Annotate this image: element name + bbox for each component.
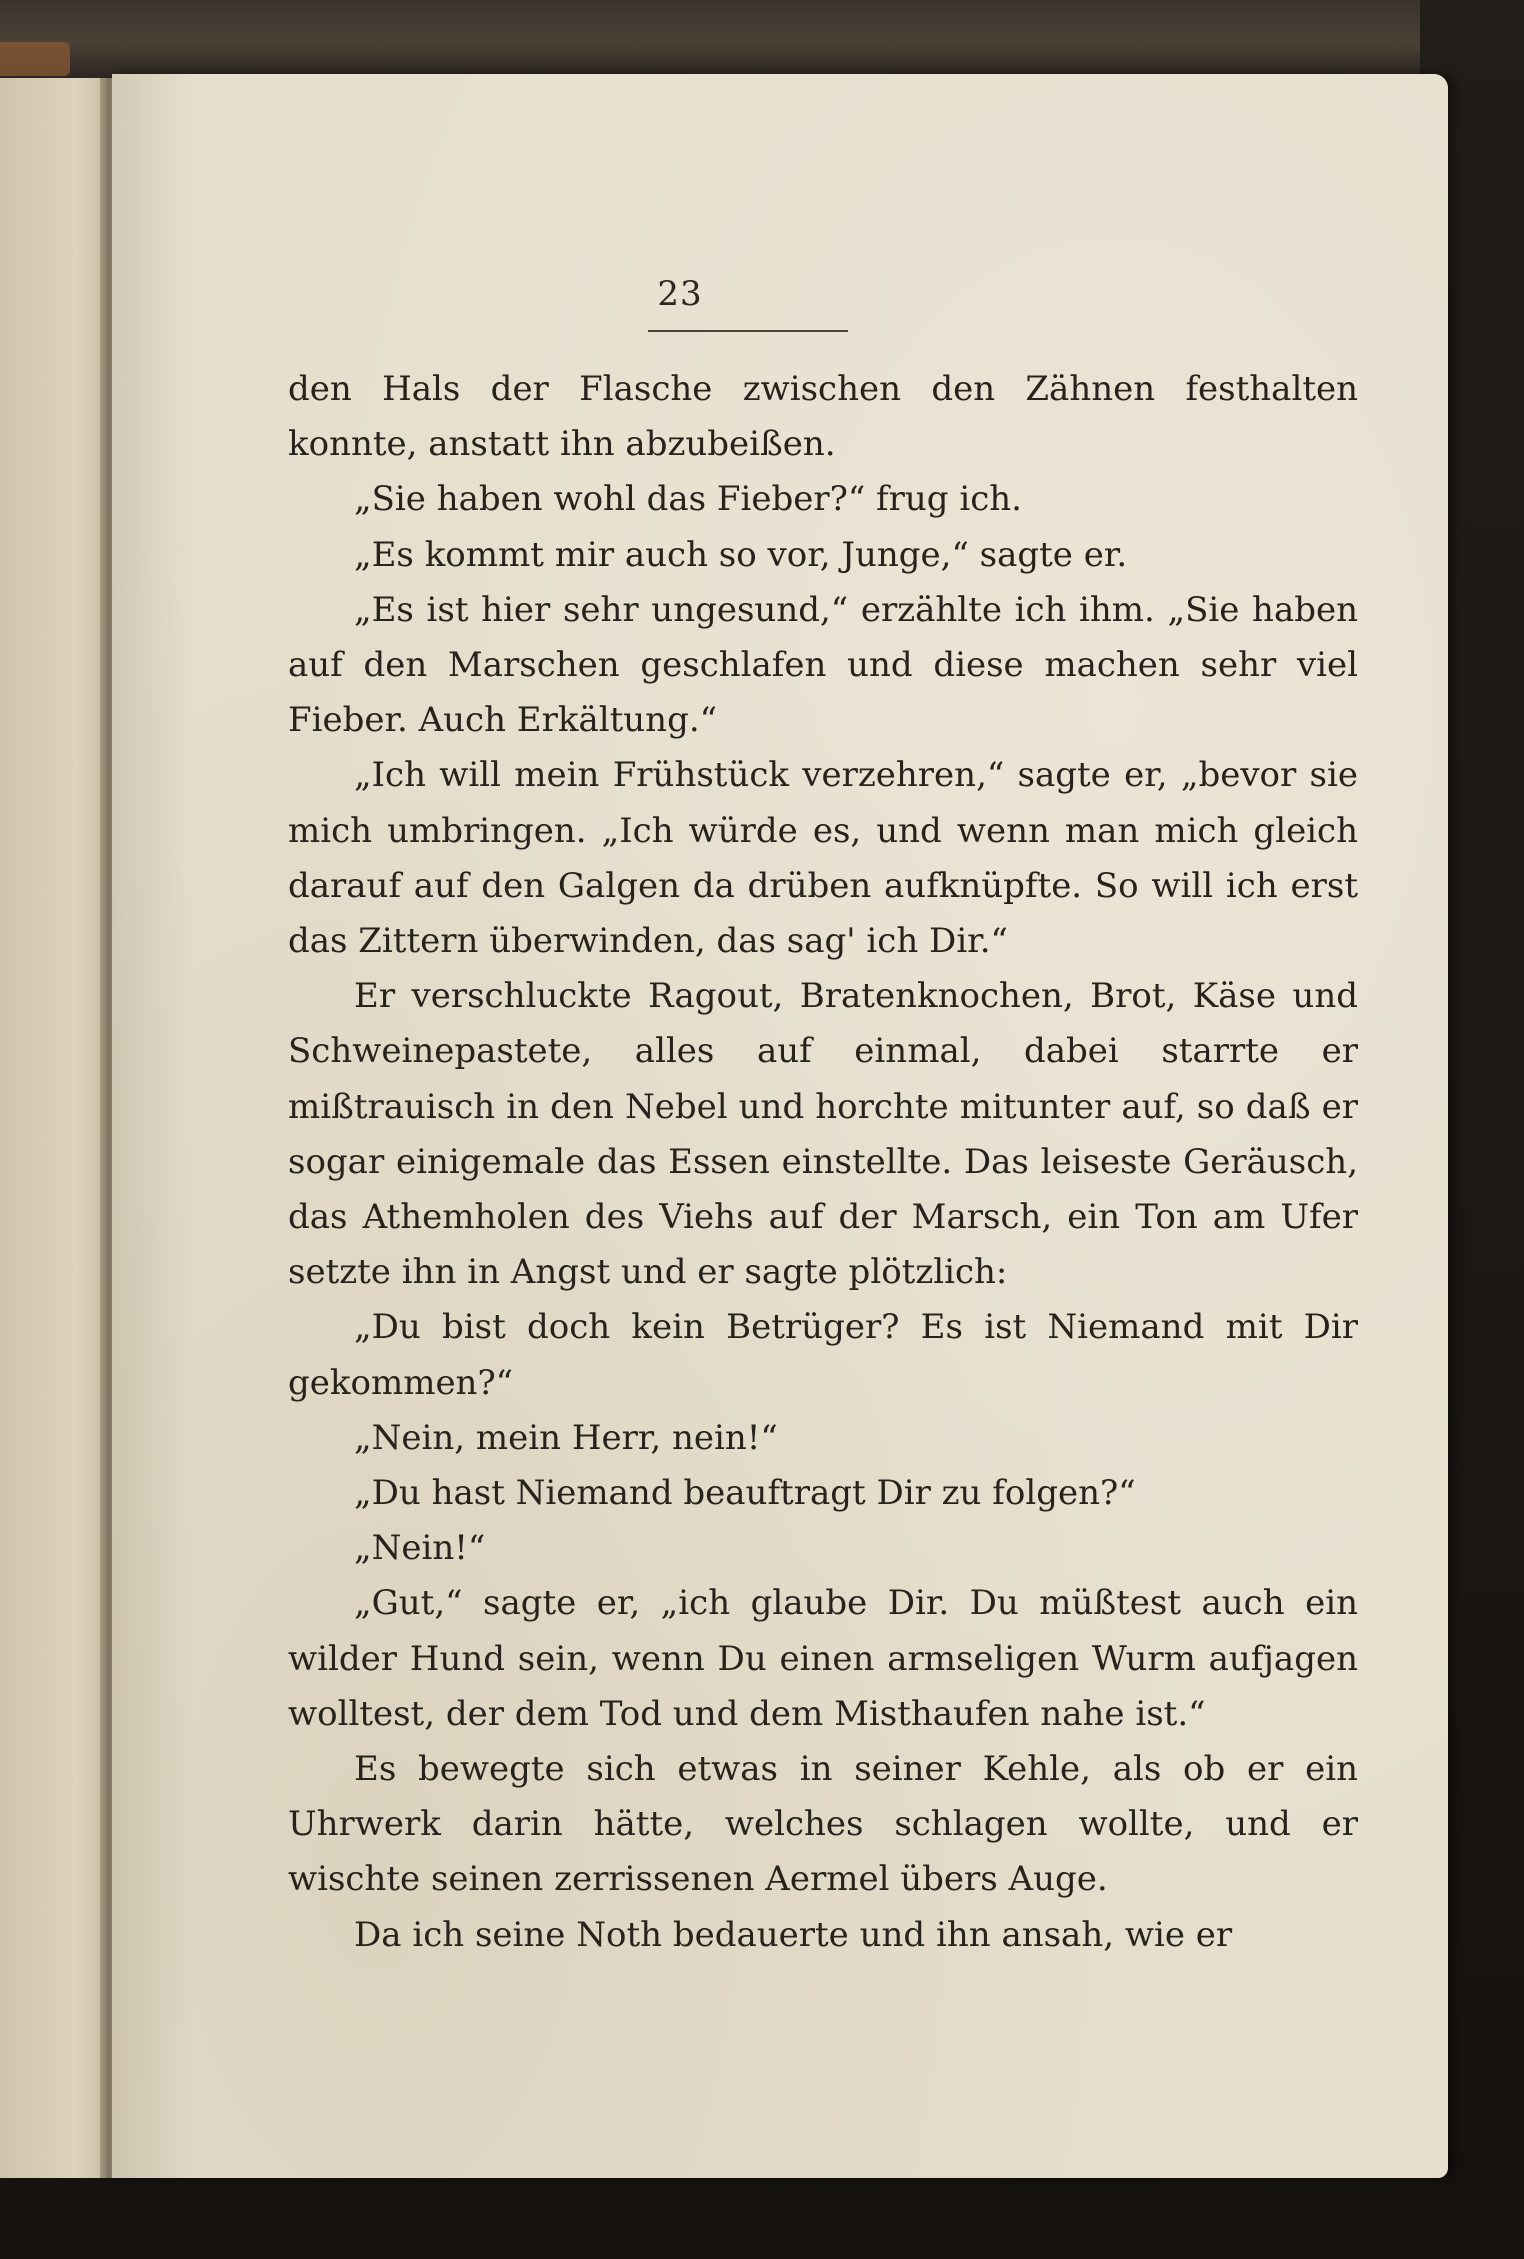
paragraph: Da ich seine Noth bedauerte und ihn ansah, wie er (354, 1914, 1233, 1955)
book-page (112, 74, 1448, 2178)
body-text (288, 362, 1358, 1963)
cover-wear-mark (0, 42, 70, 76)
paragraph: „Es kommt mir auch so vor, Junge,“ sagte er. (354, 534, 1128, 575)
facing-page-edge (0, 78, 108, 2178)
header-rule (648, 330, 848, 332)
paragraph: „Es ist hier sehr ungesund,“ erzählte ich ihm. „Sie haben auf den Marschen geschlafen und diese machen sehr viel Fieber. Auch Erkältung.“ (288, 589, 1358, 741)
paragraph: „Sie haben wohl das Fieber?“ frug ich. (354, 479, 1022, 520)
paragraph: „Gut,“ sagte er, „ich glaube Dir. Du müßtest auch ein wilder Hund sein, wenn Du einen armseligen Wurm aufjagen wolltest, der dem Tod und dem Misthaufen nahe ist.“ (288, 1583, 1358, 1734)
paragraph: Er verschluckte Ragout, Bratenknochen, Brot, Käse und Schweinepastete, alles auf einmal, dabei starrte er mißtrauisch in den Nebel und horchte mitunter auf, so daß er sogar einigemale das Essen einstellte. Das leiseste Geräusch, das Athemholen des Viehs auf der Marsch, ein Ton am Ufer setzte ihn in Angst und er sagte plötzlich: (288, 976, 1358, 1293)
paragraph: den Hals der Flasche zwischen den Zähnen festhalten konnte, anstatt ihn abzubeißen. (288, 369, 1358, 465)
paragraph: „Ich will mein Frühstück verzehren,“ sagte er, „bevor sie mich umbringen. „Ich würde es, und wenn man mich gleich darauf auf den Galgen da drüben aufknüpfte. So will ich erst das Zittern überwinden, das sag' ich Dir.“ (288, 755, 1358, 962)
paragraph: Es bewegte sich etwas in seiner Kehle, als ob er ein Uhrwerk darin hätte, welches schlagen wollte, und er wischte seinen zerrissenen Aermel übers Auge. (288, 1749, 1358, 1900)
paragraph: „Nein!“ (354, 1528, 486, 1569)
book-cover-edge (0, 0, 1420, 78)
page-number: 23 (657, 274, 703, 314)
paragraph: „Du hast Niemand beauftragt Dir zu folgen?“ (354, 1473, 1136, 1514)
paragraph: „Nein, mein Herr, nein!“ (354, 1417, 778, 1458)
paragraph: „Du bist doch kein Betrüger? Es ist Niemand mit Dir gekommen?“ (288, 1307, 1358, 1403)
